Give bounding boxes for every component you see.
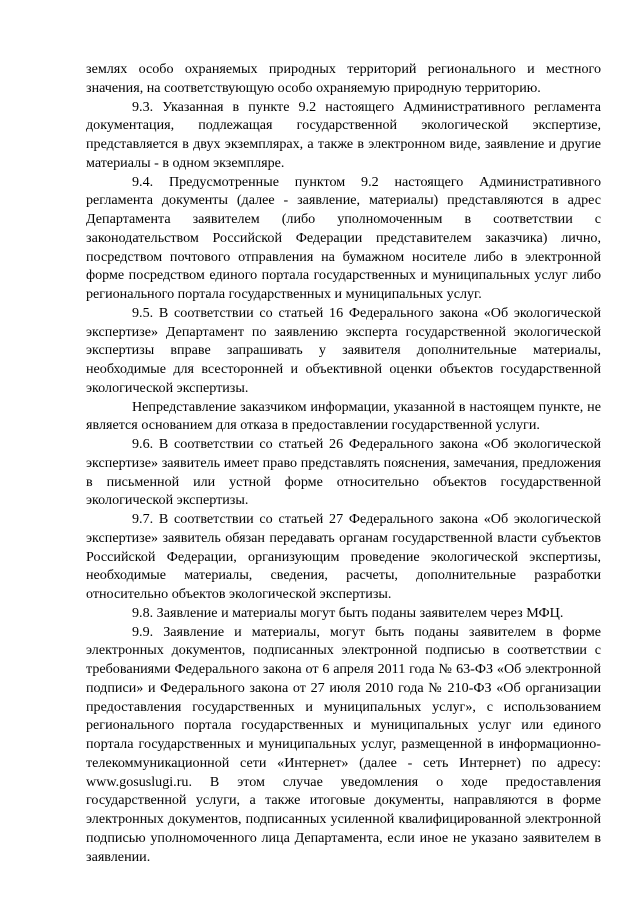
document-page	[86, 60, 601, 866]
paragraph-9-6: 9.6. В соответствии со статьей 26 Федерального закона «Об экологической экспертизе» заявитель имеет право представлять пояснения, замечания, предложения в письменной или устной форме относительно объектов государственной экологической экспертизы.	[86, 436, 601, 509]
paragraph-9-4: 9.4. Предусмотренные пунктом 9.2 настоящего Административного регламента документы (далее - заявление, материалы) представляются в адрес Департамента заявителем (либо уполномоченным в соответствии с законодательством Российской Федерации представителем заказчика) лично, посредством почтового отправления на бумажном носителе либо в электронной форме посредством единого портала государственных и муниципальных услуг либо регионального портала государственных и муниципальных услуг.	[86, 173, 601, 302]
paragraph-9-5-note: Непредставление заказчиком информации, указанной в настоящем пункте, не является основанием для отказа в предоставлении государственной услуги.	[86, 398, 601, 434]
paragraph-9-7: 9.7. В соответствии со статьей 27 Федерального закона «Об экологической экспертизе» заявитель обязан передавать органам государственной власти субъектов Российской Федерации, организующим проведение экологической экспертизы, необходимые материалы, сведения, расчеты, дополнительные разработки относительно объектов экологической экспертизы.	[86, 511, 601, 602]
paragraph-9-3: 9.3. Указанная в пункте 9.2 настоящего Административного регламента документация, подлежащая государственной экологической экспертизе, представляется в двух экземплярах, а также в электронном виде, заявление и другие материалы - в одном экземпляре.	[86, 98, 601, 171]
paragraph-continuation: землях особо охраняемых природных территорий регионального и местного значения, на соответствующую особо охраняемую природную территорию.	[86, 61, 601, 96]
paragraph-9-5: 9.5. В соответствии со статьей 16 Федерального закона «Об экологической экспертизе» Департамент по заявлению эксперта государственной экологической экспертизы вправе запрашивать у заявителя дополнительные материалы, необходимые для всесторонней и объективной оценки объектов государственной экологической экспертизы.	[86, 304, 601, 396]
paragraph-9-9: 9.9. Заявление и материалы, могут быть поданы заявителем в форме электронных документов, подписанных электронной подписью в соответствии с требованиями Федерального закона от 6 апреля 2011 года № 63-ФЗ «Об электронной подписи» и Федерального закона от 27 июля 2010 года № 210-ФЗ «Об организации предоставления государственных и муниципальных услуг», с использованием регионального портала государственных и муниципальных услуг или единого портала государственных и муниципальных услуг, размещенной в информационно-телекоммуникационной сети «Интернет» (далее - сеть Интернет) по адресу: www.gosuslugi.ru. В этом случае уведомления о ходе предоставления государственной услуги, а также итоговые документы, направляются в форме электронных документов, подписанных усиленной квалифицированной электронной подписью уполномоченного лица Департамента, если иное не указано заявителем в заявлении.	[86, 623, 601, 865]
paragraph-9-8: 9.8. Заявление и материалы могут быть поданы заявителем через МФЦ.	[132, 604, 564, 621]
